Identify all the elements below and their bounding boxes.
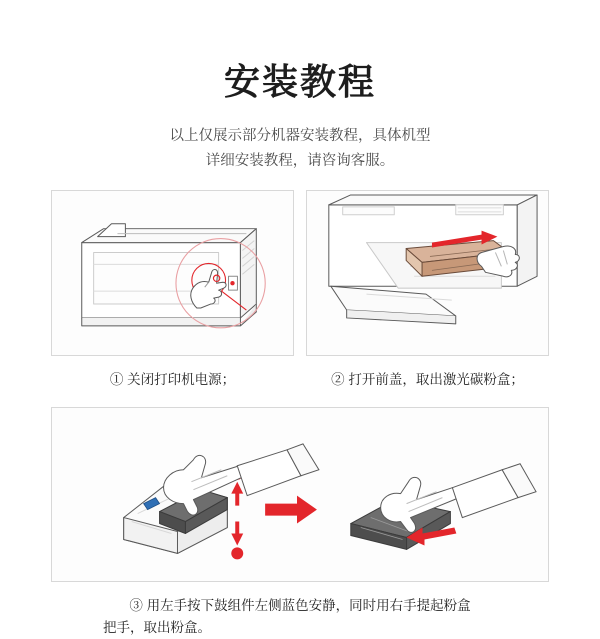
caption-row-top [0,356,600,391]
page-subtitle [0,124,600,175]
printer-front-cover-open-toner-pull-out-icon [307,191,548,356]
arrow-red-icon [265,496,317,524]
step-2-illustration [306,190,549,356]
arrow-up-icon [231,482,243,506]
printer-rear-power-switch-with-hand-icon [52,191,293,356]
step-3-caption-line-1: ③ 用左手按下鼓组件左侧蓝色安静，同时用右手提起粉盒 [129,597,471,613]
subtitle-line-1: 以上仅展示部分机器安装教程，具体机型 [169,127,431,144]
two-hands-drum-unit-separate-toner-icon [52,408,548,582]
step-2-caption: ② 打开前盖，取出激光碳粉盒； [331,372,524,388]
step-3-illustration [51,407,549,582]
step-1-caption: ① 关闭打印机电源； [109,372,236,388]
step-1-illustration [51,190,294,356]
illustration-row-bottom [0,407,600,582]
illustration-row-top [0,190,600,356]
step-3-caption-line-2: 把手，取出粉盒。 [103,620,211,636]
arrow-down-icon [231,521,243,545]
subtitle-line-2: 详细安装教程，请咨询客服。 [205,152,395,169]
page-title: 安装教程 [223,61,376,102]
step-3-caption [51,595,549,639]
